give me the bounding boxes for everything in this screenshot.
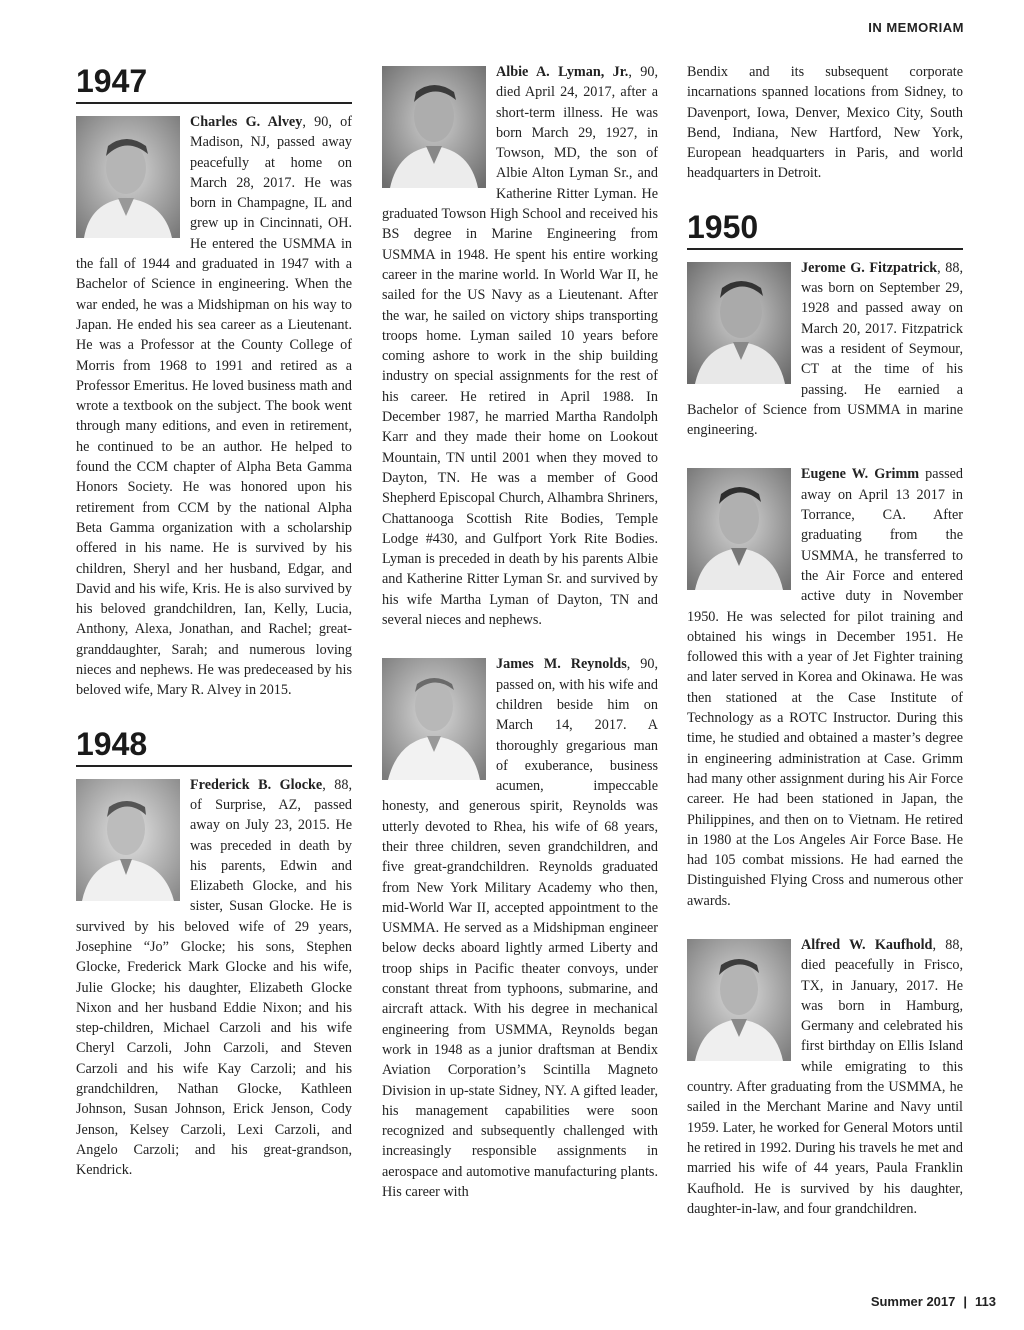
- obituary-name: Frederick B. Glocke: [190, 776, 323, 793]
- column-right: [687, 62, 963, 1243]
- obituary-name: Alfred W. Kaufhold: [801, 936, 933, 953]
- obituary-text: , 88, of Surprise, AZ, passed away on July 23, 2015. He was preceded in death by his parents, Edwin and Elizabeth Glocke, and his sister, Susan Glocke. He is survived by his beloved wife of 29 years, Josephine “Jo” Glocke; his sons, Stephen Glocke, Frederick Mark Glocke and his wife, Julie Glocke; his daughter, Elizabeth Glocke Nixon and her husband Eddie Nixon; and his step-children, Michael Carzoli and his wife Cheryl Carzoli, John Carzoli, and Steven Carzoli and his wife Kay Carzoli; and his grandchildren, Nathan Glocke, Kathleen Johnson, Susan Johnson, Erick Jenson, Cody Jenson, Kelsey Carzoli, Lexi Carzoli, and Angelo Carzoli; and his great-grandson, Kendrick.: [76, 776, 352, 1179]
- portrait-photo-alvey: [76, 116, 180, 238]
- obituary-reynolds: [382, 654, 658, 1202]
- obituary-reynolds-continued: [687, 62, 963, 184]
- obituary-fitzpatrick: [687, 258, 963, 441]
- portrait-photo-fitzpatrick: [687, 262, 791, 384]
- footer-separator: |: [963, 1294, 968, 1309]
- portrait-photo-reynolds: [382, 658, 486, 780]
- obituary-name: Albie A. Lyman, Jr.: [496, 64, 629, 80]
- obituary-text: , 88, was born on September 29, 1928 and passed away on March 20, 2017. Fitzpatrick was a resident of Seymour, CT at the time of his passing. He earnied a Bachelor of Science from USMMA in marine engineering.: [687, 259, 963, 439]
- obituary-text: , 90, died April 24, 2017, after a short-term illness. He was born March 29, 1927, in Towson, MD, the son of Albie Alton Lyman Sr., and Katherine Ritter Lyman. He graduated Towson High School and received his BS degree in Marine Engineering from USMMA in 1948. He spent his entire working career in the marine world. In World War II, he sailed for the US Navy as a Lieutenant. After the war, he sailed on victory ships transporting troops home. Lyman sailed 10 years before coming ashore to work in the ship building industry on special assignments for the rest of his career. He retired in April 1988. In December 1987, he married Martha Randolph Karr and they made their home on Lookout Mountain, TN until 2001 when they moved to Dayton, TN. He was a member of Good Shepherd Episcopal Church, Alhambra Shriners, Chattanooga Scottish Rite Bodies, Temple Lodge #430, and Gulfport York Rite Bodies. Lyman is preceded in death by his parents Albie and Katherine Ritter Lyman Sr. and survived by his wife Martha Lyman of Dayton, TN and several nieces and nephews.: [382, 64, 658, 629]
- obituary-grimm: [687, 464, 963, 911]
- obituary-text: , 90, of Madison, NJ, passed away peacefully at home on March 28, 2017. He was born in Champagne, IL and grew up in Cincinnati, OH. He entered the USMMA in the fall of 1944 and graduated in 1947 with a Bachelor of Science in engineering. When the war ended, he was a Midshipman on his way to Japan. He ended his sea career as a Lieutenant. He was a Professor at the County College of Morris from 1968 to 1991 and retired as a Professor Emeritus. He loved business math and wrote a textbook on the subject. The book went through many editions, and even in retirement, he continued to be an author. He helped to found the CCM chapter of Alpha Beta Gamma Honors Society. He was honored upon his retirement from CCM by the national Alpha Beta Gamma organization with a scholarship offered in his name. He is survived by his children, Sheryl and her husband, Edgar, and David and his wife, Kris. He is also survived by his beloved grandchildren, Ian, Kelly, Lucia, Anthony, Alexa, Jonathan, and Rachel; great-granddaughter, Sarah; and numerous loving nieces and nephews. He was predeceased by his beloved wife, Mary R. Alvey in 2015.: [76, 114, 352, 699]
- obituary-lyman: [382, 62, 658, 630]
- year-heading-1950: 1950: [687, 208, 963, 250]
- section-header: IN MEMORIAM: [868, 20, 964, 35]
- obituary-text: passed away on April 13 2017 in Torrance, CA. After graduating from the USMMA, he transferred to the Air Force and entered active duty in November 1950. He was selected for pilot training and obtained his wings in December 1951. He followed this with a year of Jet Fighter training and later served in Korea and Okinawa. He was then stationed at the Case Institute of Technology as a ROTC Instructor. During this time, he studied and obtained a master’s degree in engineering administration at Case. Grimm had many other assignment during his Air Force career. He had been stationed in Japan, the Philippines, and then on to Vietnam. He retired in 1980 at the Los Angeles Air Force Base. He had 105 combat missions. He had earned the Distinguished Flying Cross and numerous other awards.: [687, 466, 963, 909]
- obituary-text: , 88, died peacefully in Frisco, TX, in January, 2017. He was born in Hamburg, Germany and celebrated his first birthday on Ellis Island while emigrating to this country. After graduating from the USMMA, he sailed in the Merchant Marine and Navy until 1959. Later, he worked for General Motors until he retired in 1992. During his travels he met and married his wife of 44 years, Paula Franklin Kaufhold. He is survived by his daughter, daughter-in-law, and four grandchildren.: [687, 936, 963, 1217]
- year-heading-1947: 1947: [76, 62, 352, 104]
- obituary-name: Eugene W. Grimm: [801, 466, 920, 483]
- page-number: 113: [975, 1294, 996, 1309]
- issue-label: Summer 2017: [870, 1294, 956, 1309]
- obituary-glocke: [76, 775, 352, 1181]
- obituary-text: Bendix and its subsequent corporate incarnations spanned locations from Sidney, to Davenport, Iowa, Denver, Mexico City, South Bend, Indiana, New Hartford, New York, European headquarters in Paris, and world headquarters in Detroit.: [687, 64, 963, 182]
- obituary-name: James M. Reynolds: [496, 656, 627, 673]
- portrait-photo-lyman: [382, 66, 486, 188]
- portrait-photo-glocke: [76, 779, 180, 901]
- obituary-name: Jerome G. Fitzpatrick: [801, 259, 938, 276]
- portrait-photo-grimm: [687, 468, 791, 590]
- portrait-photo-kaufhold: [687, 939, 791, 1061]
- obituary-alvey: [76, 112, 352, 701]
- column-middle: [382, 62, 658, 1226]
- obituary-name: Charles G. Alvey: [190, 114, 303, 130]
- year-heading-1948: 1948: [76, 725, 352, 767]
- obituary-text: , 90, passed on, with his wife and children beside him on March 14, 2017. A thoroughly gregarious man of exuberance, business acumen, impeccable honesty, and generous spirit, Reynolds was utterly devoted to Rhea, his wife of 68 years, their three children, seven grandchildren, and five great-grandchildren. Reynolds graduated from New York Military Academy who then, mid-World War II, accepted appointment to the USMMA. He served as a Midshipman engineer below decks aboard lightly armed Liberty and troop ships in Pacific theater convoys, under constant threat from typhoons, submarine, and aircraft attack. With his degree in mechanical engineering from USMMA, Reynolds began work in 1948 as a junior draftsman at Bendix Aviation Corporation’s Scintilla Magneto Division in up-state Sidney, NY. A gifted leader, his management capabilities were soon recognized and subsequently challenged with increasingly responsible assignments in aerospace and automotive manufacturing plants. His career with: [382, 656, 658, 1201]
- column-left: [76, 62, 352, 1205]
- page-footer: [871, 1294, 996, 1309]
- obituary-kaufhold: [687, 935, 963, 1219]
